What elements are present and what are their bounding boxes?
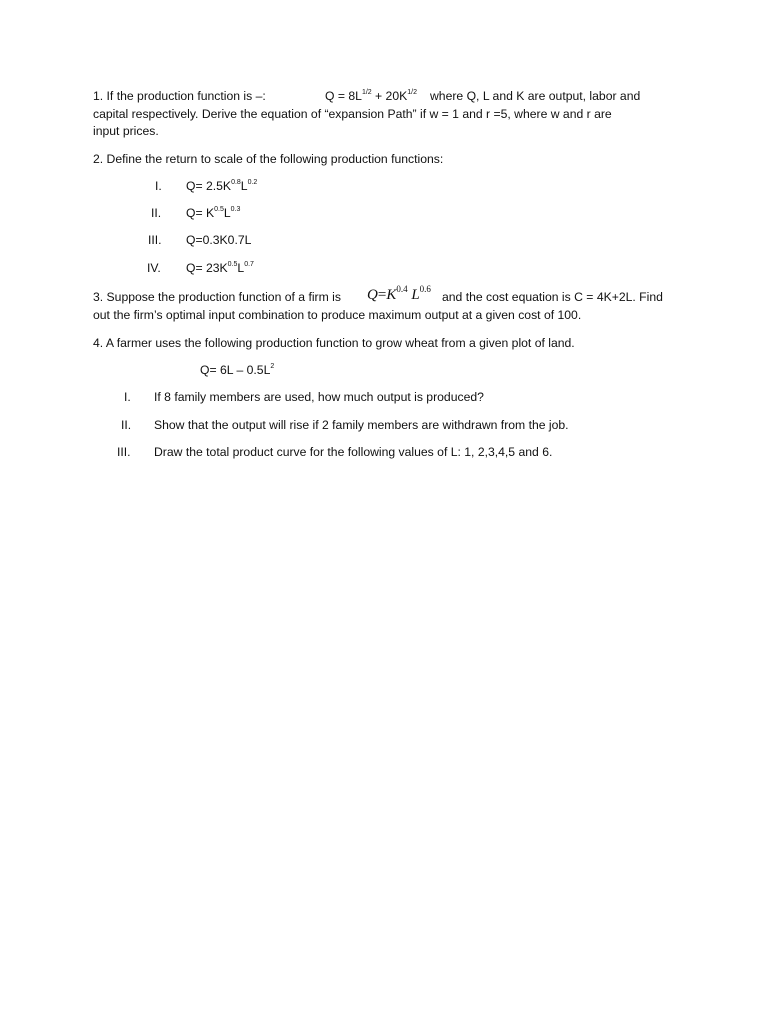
q2-item-2-base2: L [223,206,231,220]
q4-eq-exp: 2 [270,362,275,370]
q2-item-4-numeral: IV. [147,261,161,275]
q1-eq-lhs: Q = 8L [325,89,362,103]
q2-item-3-numeral: III. [148,233,162,247]
q1-line3: input prices. [93,124,159,138]
q2-item-1-exp1: 0.8 [231,178,241,186]
q2-item-4-base2: L [237,261,245,275]
q2-item-4-base1: Q= 23K [186,261,228,275]
q4-item-1-text: If 8 family members are used, how much output is produced? [154,390,484,404]
q1-eq-exp1: 1/2 [361,88,372,96]
q2-item-3-equation: Q=0.3K0.7L [186,233,252,247]
q3-eq-k-exp: 0.4 [396,284,408,294]
q4-item-1-numeral: I. [124,390,131,404]
q1-line1-suffix: where Q, L and K are output, labor and [430,89,641,103]
q4-item-3-text: Draw the total product curve for the following values of L: 1, 2,3,4,5 and 6. [154,445,553,459]
q2-item-2-base1: Q= K [186,206,215,220]
q3-equation [367,286,431,304]
q2-item-4-equation [186,259,254,277]
q2-item-4-exp1: 0.5 [227,260,238,268]
q3-eq-equals: = [377,287,387,303]
q3-line2: out the firm’s optimal input combination to produce maximum output at a given cost of 100. [93,308,582,322]
q1-line2: capital respectively. Derive the equation of “expansion Path” if w = 1 and r =5, where w and r are [93,107,612,121]
q2-item-1-base2: L [240,179,248,193]
q3-eq-l-exp: 0.6 [419,284,431,294]
q2-item-2-exp2: 0.3 [230,205,241,213]
q2-item-4-exp2: 0.7 [244,260,254,268]
q4-item-2-text: Show that the output will rise if 2 family members are withdrawn from the job. [154,418,569,432]
q3-prefix: 3. Suppose the production function of a firm is [93,290,341,304]
q3-eq-q: Q [367,287,378,303]
q1-equation [325,87,417,105]
q2-item-1-exp2: 0.2 [247,178,258,186]
q2-item-2-numeral: II. [151,206,162,220]
q4-item-2-numeral: II. [121,418,132,432]
q4-eq-base: Q= 6L – 0.5L [200,363,271,377]
q3-suffix: and the cost equation is C = 4K+2L. Find [442,290,663,304]
q3-eq-k: K [386,287,397,303]
q2-item-1-base1: Q= 2.5K [186,179,232,193]
q2-prompt: 2. Define the return to scale of the following production functions: [93,152,444,166]
q4-prompt: 4. A farmer uses the following production function to grow wheat from a given plot of land. [93,336,575,350]
q2-item-1-equation [186,177,257,195]
q2-item-2-exp1: 0.5 [214,205,224,213]
q4-item-3-numeral: III. [117,445,131,459]
q2-item-2-equation [186,204,240,222]
q1-line1-prefix: 1. If the production function is –: [93,89,266,103]
q1-eq-mid: + 20K [371,89,408,103]
q2-item-1-numeral: I. [155,179,162,193]
q4-equation [200,361,274,379]
q3-eq-l: L [411,287,420,303]
q1-eq-exp2: 1/2 [407,88,417,96]
